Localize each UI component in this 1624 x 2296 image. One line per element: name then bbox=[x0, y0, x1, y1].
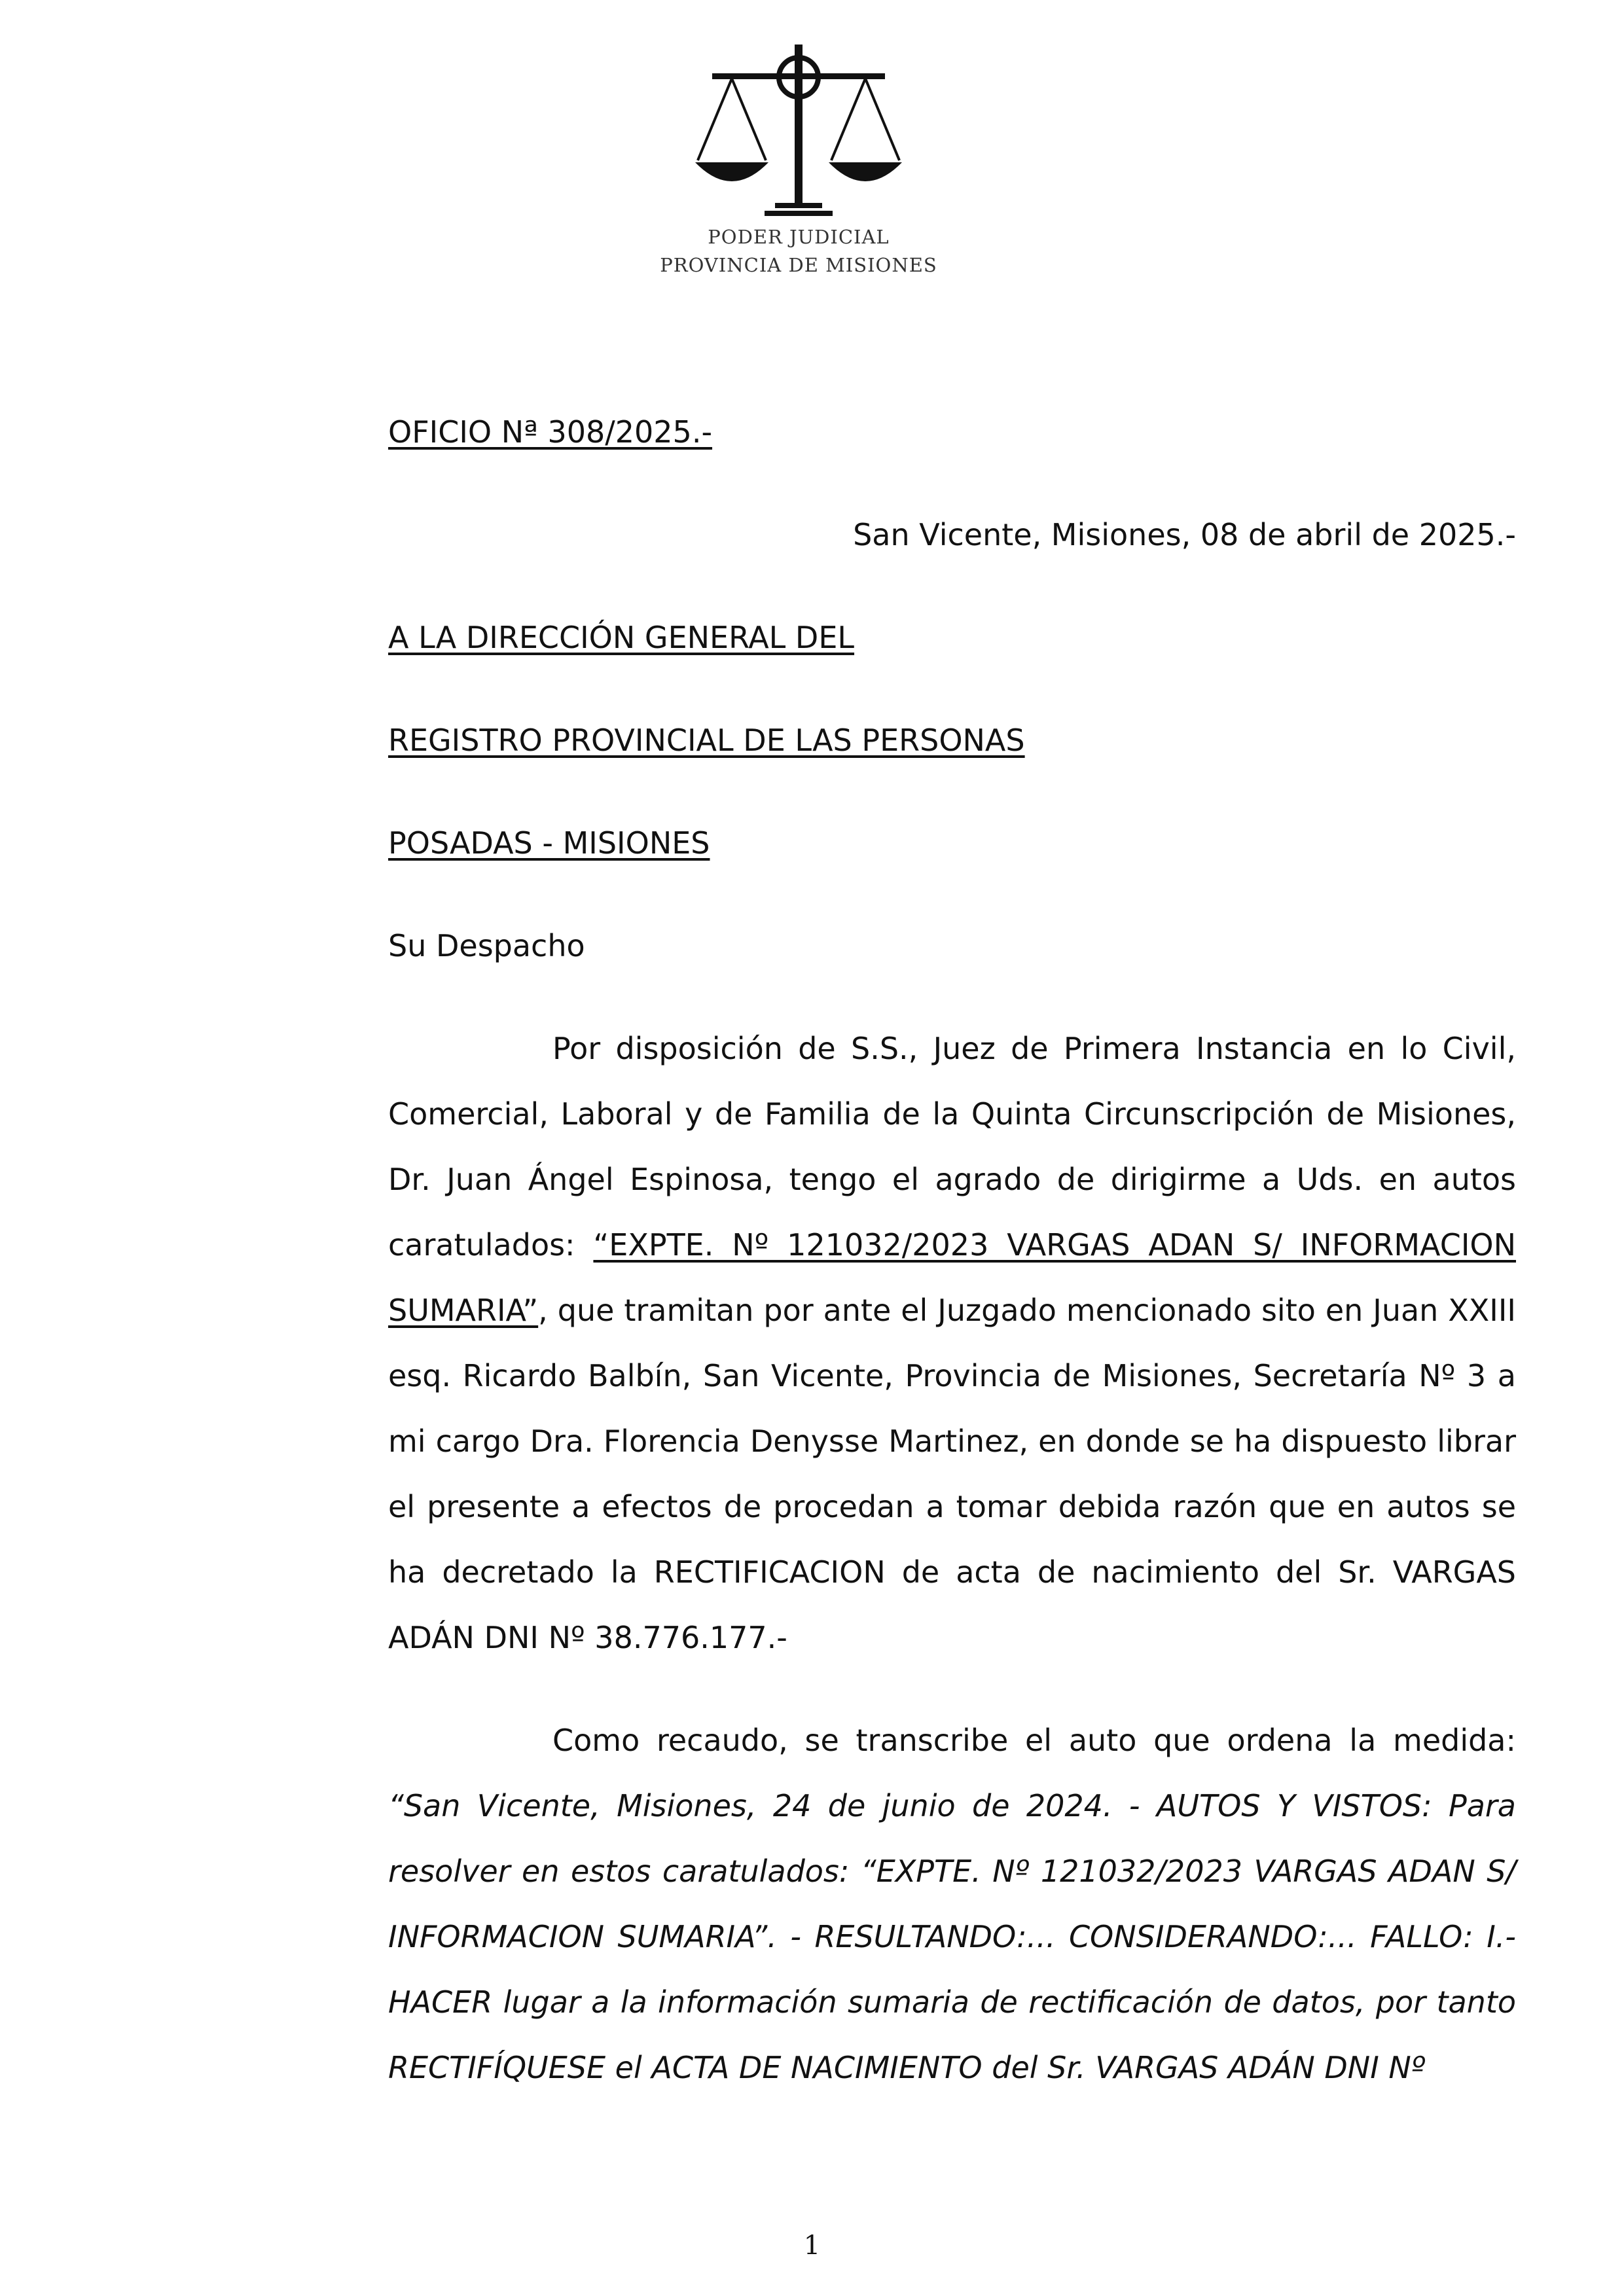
paragraph-2-intro: Como recaudo, se transcribe el auto que ordena la medida: bbox=[552, 1723, 1516, 1758]
paragraph-1 bbox=[388, 1016, 1516, 1670]
addressee-line-2: REGISTRO PROVINCIAL DE LAS PERSONAS bbox=[388, 723, 1025, 758]
page-number: 1 bbox=[803, 2231, 821, 2261]
addressee-line-3: POSADAS - MISIONES bbox=[388, 825, 710, 861]
greeting: Su Despacho bbox=[388, 928, 585, 963]
paragraph-1-intro: Por disposición de S.S., Juez de Primera Instancia en lo Civil, Comercial, Laboral y de Familia de la Quinta Circunscripción de Misiones, Dr. Juan Ángel Espinosa, tengo el agrado de dirigirme a Uds. en autos caratulados: bbox=[388, 1031, 1516, 1263]
court-order-quote: “San Vicente, Misiones, 24 de junio de 2024. - AUTOS Y VISTOS: Para resolver en estos caratulados: “EXPTE. Nº 121032/2023 VARGAS ADAN S/ INFORMACION SUMARIA”. - RESULTANDO:... CONSIDERANDO:... FALLO: I.- HACER lugar a la información sumaria de rectificación de datos, por tanto RECTIFÍQUESE el ACTA DE NACIMIENTO del Sr. VARGAS ADÁN DNI Nº bbox=[388, 1788, 1516, 2085]
letter-body bbox=[388, 399, 1516, 2100]
paragraph-2 bbox=[388, 1708, 1516, 2100]
place-and-date: San Vicente, Misiones, 08 de abril de 2025.- bbox=[853, 517, 1516, 552]
case-title: “EXPTE. Nº 121032/2023 VARGAS ADAN S/ INFORMACION SUMARIA” bbox=[388, 1227, 1517, 1328]
scales-of-justice-icon bbox=[693, 39, 905, 216]
addressee-line-1: A LA DIRECCIÓN GENERAL DEL bbox=[388, 620, 855, 655]
paragraph-1-rest: , que tramitan por ante el Juzgado mencionado sito en Juan XXIII esq. Ricardo Balbín, San Vicente, Provincia de Misiones, Secretaría Nº 3 a mi cargo Dra. Florencia Denysse Martinez, en donde se ha dispuesto librar el presente a efectos de procedan a tomar debida razón que en autos se ha decretado la RECTIFICACION de acta de nacimiento del Sr. VARGAS ADÁN DNI Nº 38.776.177.- bbox=[388, 1293, 1516, 1655]
poder-judicial-logo bbox=[655, 39, 943, 288]
oficio-number: OFICIO Nª 308/2025.- bbox=[388, 414, 713, 450]
logo-org-line2: PROVINCIA DE MISIONES bbox=[660, 254, 937, 276]
logo-org-line1: PODER JUDICIAL bbox=[708, 226, 890, 248]
